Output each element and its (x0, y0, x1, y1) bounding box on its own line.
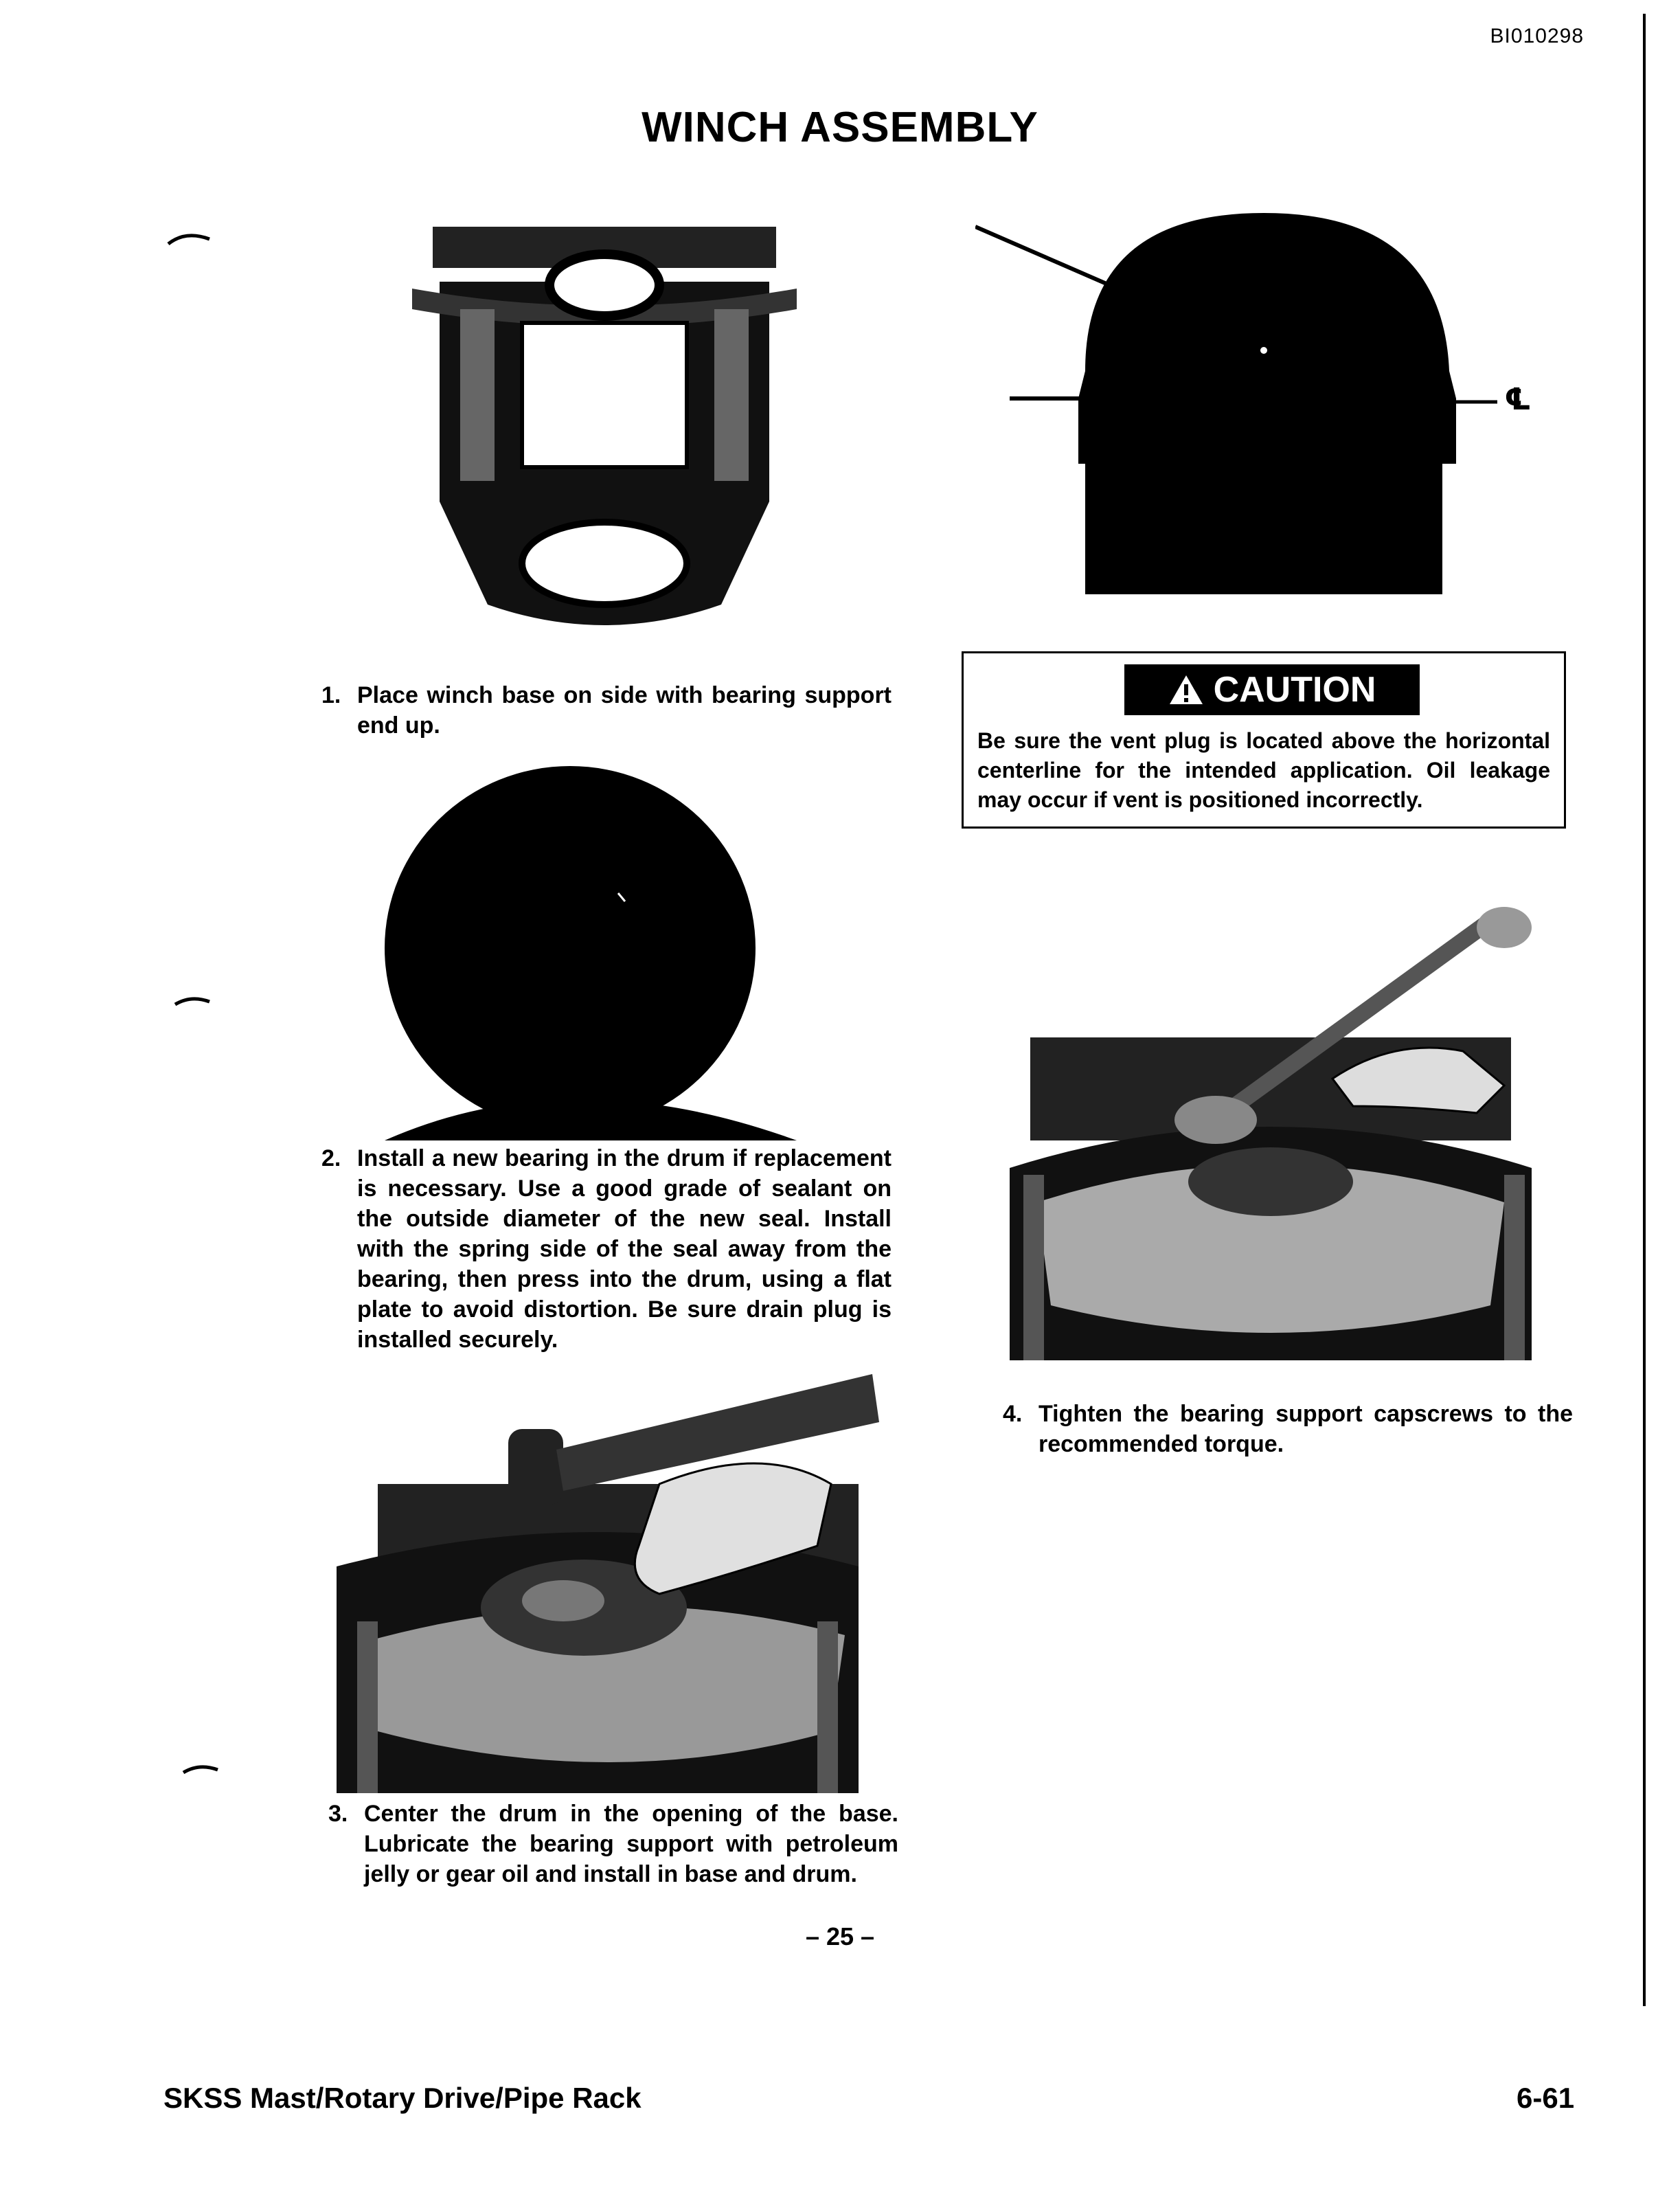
binder-hole-mark-3 (180, 1757, 221, 1778)
warning-triangle-icon (1168, 674, 1204, 706)
document-id: BI010298 (1490, 25, 1584, 47)
step-3-text: Center the drum in the opening of the base. Lubricate the bearing support with petroleum jelly or gear oil and install in base and drum. (364, 1801, 898, 1887)
right-margin-rule (1643, 14, 1646, 2006)
caution-box (962, 651, 1566, 829)
step-1-number: 1. (321, 682, 341, 708)
step-1 (321, 680, 892, 741)
step-3 (328, 1799, 898, 1889)
footer-page: 6-61 (1517, 2082, 1575, 2114)
binder-hole-mark-1 (165, 227, 213, 247)
page-number: – 25 – (805, 1922, 875, 1950)
caution-text: Be sure the vent plug is located above the horizontal centerline for the intended application. Oil leakage may occur if vent is positioned incorrectly. (977, 728, 1550, 812)
footer-title: SKSS Mast/Rotary Drive/Pipe Rack (163, 2082, 642, 2114)
step-2-number: 2. (321, 1145, 341, 1171)
centerline-symbol: ℄ (1504, 382, 1532, 417)
step-3-number: 3. (328, 1801, 348, 1827)
step-2 (321, 1143, 892, 1355)
binder-hole-mark-2 (172, 989, 213, 1010)
step-4-text: Tighten the bearing support capscrews to the recommended torque. (1038, 1401, 1573, 1457)
step-1-text: Place winch base on side with bearing support end up. (357, 682, 892, 739)
figure-drum-vent (975, 206, 1539, 605)
step-4 (1003, 1399, 1573, 1459)
step-2-text: Install a new bearing in the drum if replacement is necessary. Use a good grade of sealant on the outside diameter of the new seal. Install with the spring side of the seal away from the bearing, then press into the drum, using a flat plate to avoid distortion. Be sure drain plug is installed securely. (357, 1145, 892, 1353)
step-4-number: 4. (1003, 1401, 1023, 1427)
caution-label: CAUTION (1213, 670, 1376, 710)
figure-torque-wrench (1010, 879, 1559, 1388)
figure-bearing-support-install (337, 1347, 893, 1800)
page-title: WINCH ASSEMBLY (642, 104, 1038, 151)
figure-drum (343, 756, 865, 1140)
caution-badge (1124, 664, 1420, 715)
figure-winch-base (412, 220, 797, 632)
